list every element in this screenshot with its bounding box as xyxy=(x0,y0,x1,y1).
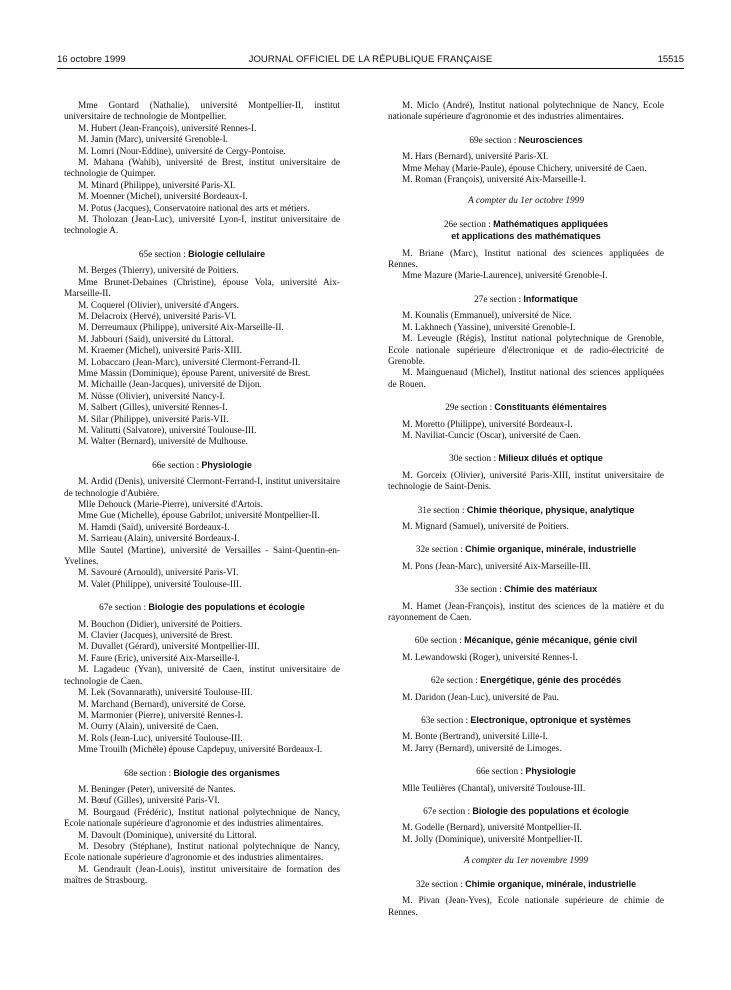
list-item: M. Ourry (Alain), université de Caen. xyxy=(78,722,219,733)
section-heading-30: 30e section : Milieux dilués et optique xyxy=(449,453,603,465)
list-item: M. Briane (Marc), Institut national des sciences appliquées de Rennes. xyxy=(388,248,664,271)
section-30-list xyxy=(388,471,664,494)
header-date: 16 octobre 1999 xyxy=(57,54,126,65)
list-item: M. Bœuf (Gilles), université Paris-VI. xyxy=(78,796,220,807)
list-item: M. Lobaccaro (Jean-Marc), université Clermont-Ferrand-II. xyxy=(78,357,301,368)
list-item: M. Daridon (Jean-Luc), université de Pau. xyxy=(402,692,559,703)
list-item: M. Berges (Thierry), université de Poitiers. xyxy=(78,266,239,277)
list-item: M. Lagadeuc (Yvan), université de Caen, institut universitaire de technologie de Caen. xyxy=(64,665,340,687)
section-67b-list xyxy=(388,823,664,846)
list-item: M. Hubert (Jean-François), université Rennes-I. xyxy=(78,123,257,134)
section-32-list xyxy=(388,562,664,573)
right-column xyxy=(388,101,664,919)
list-item: M. Nüsse (Olivier), université Nancy-I. xyxy=(78,391,225,402)
section-63-list xyxy=(388,732,664,755)
list-item: M. Derreumaux (Philippe), université Aix-Marseille-II. xyxy=(78,323,284,334)
section-29-list xyxy=(388,420,664,443)
section-heading-32: 32e section : Chimie organique, minérale, industrielle xyxy=(415,544,637,556)
section-heading-29: 29e section : Constituants élémentaires xyxy=(445,402,607,414)
list-item: M. Mainguenaud (Michel), Institut national des sciences appliquées de Rouen. xyxy=(388,368,664,390)
list-item: Mme Brunet-Debaines (Christine), épouse Vola, université Aix-Marseille-II. xyxy=(64,277,340,300)
section-heading-32b: 32e section : Chimie organique, minérale, industrielle xyxy=(415,878,637,890)
list-item: M. Tholozan (Jean-Luc), université Lyon-I, institut universitaire de technologie A. xyxy=(64,215,340,237)
list-item: M. Minard (Philippe), université Paris-XI. xyxy=(78,180,236,191)
list-item: M. Michaille (Jean-Jacques), université de Dijon. xyxy=(78,380,262,391)
page-header xyxy=(57,54,684,68)
list-item: M. Silar (Philippe), université Paris-VII. xyxy=(78,414,229,425)
section-27-list xyxy=(388,311,664,391)
list-item: M. Leveugle (Régis), Institut national polytechnique de Grenoble, Ecole nationale supérieure d'électronique et de radio-électricité de Grenoble. xyxy=(388,334,664,367)
list-item: M. Mignard (Samuel), université de Poitiers. xyxy=(402,521,569,532)
list-item: M. Desobry (Stéphane), Institut national polytechnique de Nancy, Ecole nationale supérieure d'agronomie et des industries alimentaires. xyxy=(64,841,340,864)
section-heading-33: 33e section : Chimie des matériaux xyxy=(454,584,598,596)
list-item: M. Beninger (Peter), université de Nantes. xyxy=(78,784,236,795)
list-item: M. Miclo (André), Institut national polytechnique de Nancy, Ecole nationale supérieure d'agronomie et des industries alimentaires. xyxy=(388,101,664,123)
list-item: Mme Trouilh (Michèle) épouse Capdepuy, université Bordeaux-I. xyxy=(78,745,323,756)
list-item: M. Salbert (Gilles), université Rennes-I. xyxy=(78,403,228,414)
list-item: M. Roman (François), université Aix-Marseille-I. xyxy=(402,175,587,186)
list-item: M. Moretto (Philippe), université Bordeaux-I. xyxy=(402,419,573,430)
list-item: M. Bouchon (Didier), université de Poitiers. xyxy=(78,619,243,630)
section-heading-27: 27e section : Informatique xyxy=(474,293,578,305)
section-33-list xyxy=(388,602,664,625)
section-62-list xyxy=(388,693,664,704)
section-69-list xyxy=(388,152,664,186)
section-66-list xyxy=(64,477,340,591)
list-item: M. Valet (Philippe), université Toulouse-III. xyxy=(78,579,242,590)
list-item: M. Hamdi (Saïd), université Bordeaux-I. xyxy=(78,522,230,533)
list-item: M. Lakhnech (Yassine), université Grenoble-I. xyxy=(402,322,576,333)
list-item: M. Bourgaud (Frédéric), Institut national polytechnique de Nancy, Ecole nationale supérieure d'agronomie et des industries alimentaires. xyxy=(64,807,340,830)
list-item: M. Gorceix (Olivier), université Paris-XIII, institut universitaire de technologie de Saint-Denis. xyxy=(388,470,664,493)
list-item: M. Lomri (Nour-Eddine), université de Cergy-Pontoise. xyxy=(78,146,286,157)
section-65-list xyxy=(64,266,340,449)
list-item: M. Kraemer (Michel), université Paris-XIII. xyxy=(78,346,242,357)
section-heading-63: 63e section : Electronique, optronique et systèmes xyxy=(421,715,631,727)
list-item: M. Ardid (Denis), université Clermont-Ferrand-I, institut universitaire de technologie d'Aubière. xyxy=(64,477,340,499)
list-item: M. Jabbouri (Saïd), université du Littoral. xyxy=(78,334,234,345)
header-rule xyxy=(57,68,684,69)
list-item: M. Delacroix (Hervé), université Paris-VI. xyxy=(78,311,237,322)
list-item: Mlle Teulières (Chantal), université Toulouse-III. xyxy=(402,783,586,794)
section-heading-60: 60e section : Mécanique, génie mécanique, génie civil xyxy=(414,635,638,647)
list-item: M. Faure (Eric), université Aix-Marseille-I. xyxy=(78,653,240,664)
list-item: M. Jamin (Marc), université Grenoble-I. xyxy=(78,135,228,146)
list-item: M. Jarry (Bernard), université de Limoges. xyxy=(402,743,562,754)
list-item: M. Marchand (Bernard), université de Corse. xyxy=(78,699,246,710)
section-heading-69: 69e section : Neurosciences xyxy=(469,134,583,146)
list-item: M. Lek (Sovannarath), université Toulouse-III. xyxy=(78,688,253,699)
section-32b-list xyxy=(388,896,664,919)
left-column xyxy=(64,101,340,888)
section-66b-list xyxy=(388,784,664,795)
list-item: M. Rols (Jean-Luc), université Toulouse-III. xyxy=(78,733,243,744)
list-item: M. Potus (Jacques), Conservatoire national des arts et métiers. xyxy=(78,203,310,214)
header-title: JOURNAL OFFICIEL DE LA RÉPUBLIQUE FRANÇAISE xyxy=(248,54,493,65)
header-page-number: 15515 xyxy=(657,54,684,65)
section-60-list xyxy=(388,653,664,664)
list-item: Mme Mehay (Marie-Paule), épouse Chichery, université de Caen. xyxy=(402,163,647,174)
list-item: Mme Gue (Michelle), épouse Gabrilot, université Montpellier-II. xyxy=(78,511,320,522)
list-item: M. Jolly (Dominique), université Montpellier-II. xyxy=(402,834,583,845)
section-31-list xyxy=(388,522,664,533)
section-26-list xyxy=(388,249,664,283)
list-item: M. Gendrault (Jean-Louis), institut universitaire de formation des maîtres de Strasbourg. xyxy=(64,864,340,887)
list-item: Mme Mazure (Marie-Laurence), université Grenoble-I. xyxy=(402,271,608,282)
section-68-list xyxy=(64,785,340,888)
list-item: M. Sarrieau (Alain), université Bordeaux-I. xyxy=(78,534,240,545)
list-item: M. Savouré (Arnould), université Paris-VI. xyxy=(78,568,239,579)
list-item: Mlle Sautel (Martine), université de Versailles - Saint-Quentin-en-Yvelines. xyxy=(64,545,340,568)
section-heading-66: 66e section : Physiologie xyxy=(152,459,252,471)
section-heading-65: 65e section : Biologie cellulaire xyxy=(138,248,266,260)
section-heading-66b: 66e section : Physiologie xyxy=(476,766,576,778)
list-item: Mlle Dehouck (Marie-Pierre), université d'Artois. xyxy=(78,500,263,510)
list-item: M. Moenner (Michel), université Bordeaux-I. xyxy=(78,192,248,203)
list-item: M. Mahana (Wahib), université de Brest, institut universitaire de technologie de Quimper. xyxy=(64,158,340,180)
list-item: M. Naviliat-Cuncic (Oscar), université de Caen. xyxy=(402,430,581,441)
section-heading-31: 31e section : Chimie théorique, physique, analytique xyxy=(417,504,635,516)
list-item: M. Marmonier (Pierre), université Rennes-I. xyxy=(78,710,243,721)
effective-date-october: A compter du 1er octobre 1999 xyxy=(468,196,584,207)
section-heading-26: 26e section : Mathématiques appliquées et applications des mathématiques xyxy=(443,218,609,242)
list-item: M. Godelle (Bernard), université Montpellier-II. xyxy=(402,823,582,834)
list-item: M. Kounalis (Emmanuel), université de Nice. xyxy=(402,311,572,322)
list-item: M. Duvallet (Gérard), université Montpellier-III. xyxy=(78,642,260,653)
list-item: M. Pons (Jean-Marc), université Aix-Marseille-III. xyxy=(402,561,591,572)
list-item: Mme Gontard (Nathalie), université Montpellier-II, institut universitaire de technologie de Montpellier. xyxy=(64,101,340,123)
list-item: M. Hars (Bernard), université Paris-XI. xyxy=(402,152,549,163)
list-item: M. Valitutti (Salvatore), université Toulouse-III. xyxy=(78,425,257,436)
list-item: M. Pivan (Jean-Yves), Ecole nationale supérieure de chimie de Rennes. xyxy=(388,896,664,918)
list-item: M. Clavier (Jacques), université de Brest. xyxy=(78,631,233,642)
effective-date-november: A compter du 1er novembre 1999 xyxy=(463,856,589,867)
list-item: Mme Massin (Dominique), épouse Parent, université de Brest. xyxy=(78,368,311,379)
list-item: M. Davoult (Dominique), université du Littoral. xyxy=(78,830,257,841)
list-item: M. Walter (Bernard), université de Mulhouse. xyxy=(78,437,248,448)
section-heading-68: 68e section : Biologie des organismes xyxy=(124,767,280,779)
section-heading-67: 67e section : Biologie des populations et écologie xyxy=(99,602,305,614)
section-heading-62: 62e section : Energétique, génie des procédés xyxy=(430,675,622,687)
list-item: M. Bonte (Bertrand), université Lille-I. xyxy=(402,732,548,743)
section-67-list xyxy=(64,620,340,757)
right-intro-list xyxy=(388,101,664,124)
list-item: M. Lewandowski (Roger), université Rennes-I. xyxy=(402,652,578,663)
list-item: M. Hamet (Jean-François), institut des sciences de la matière et du rayonnement de Caen. xyxy=(388,601,664,623)
list-item: M. Coquerel (Olivier), université d'Angers. xyxy=(78,300,239,311)
section-heading-67b: 67e section : Biologie des populations et écologie xyxy=(423,806,629,818)
left-intro-list xyxy=(64,101,340,238)
